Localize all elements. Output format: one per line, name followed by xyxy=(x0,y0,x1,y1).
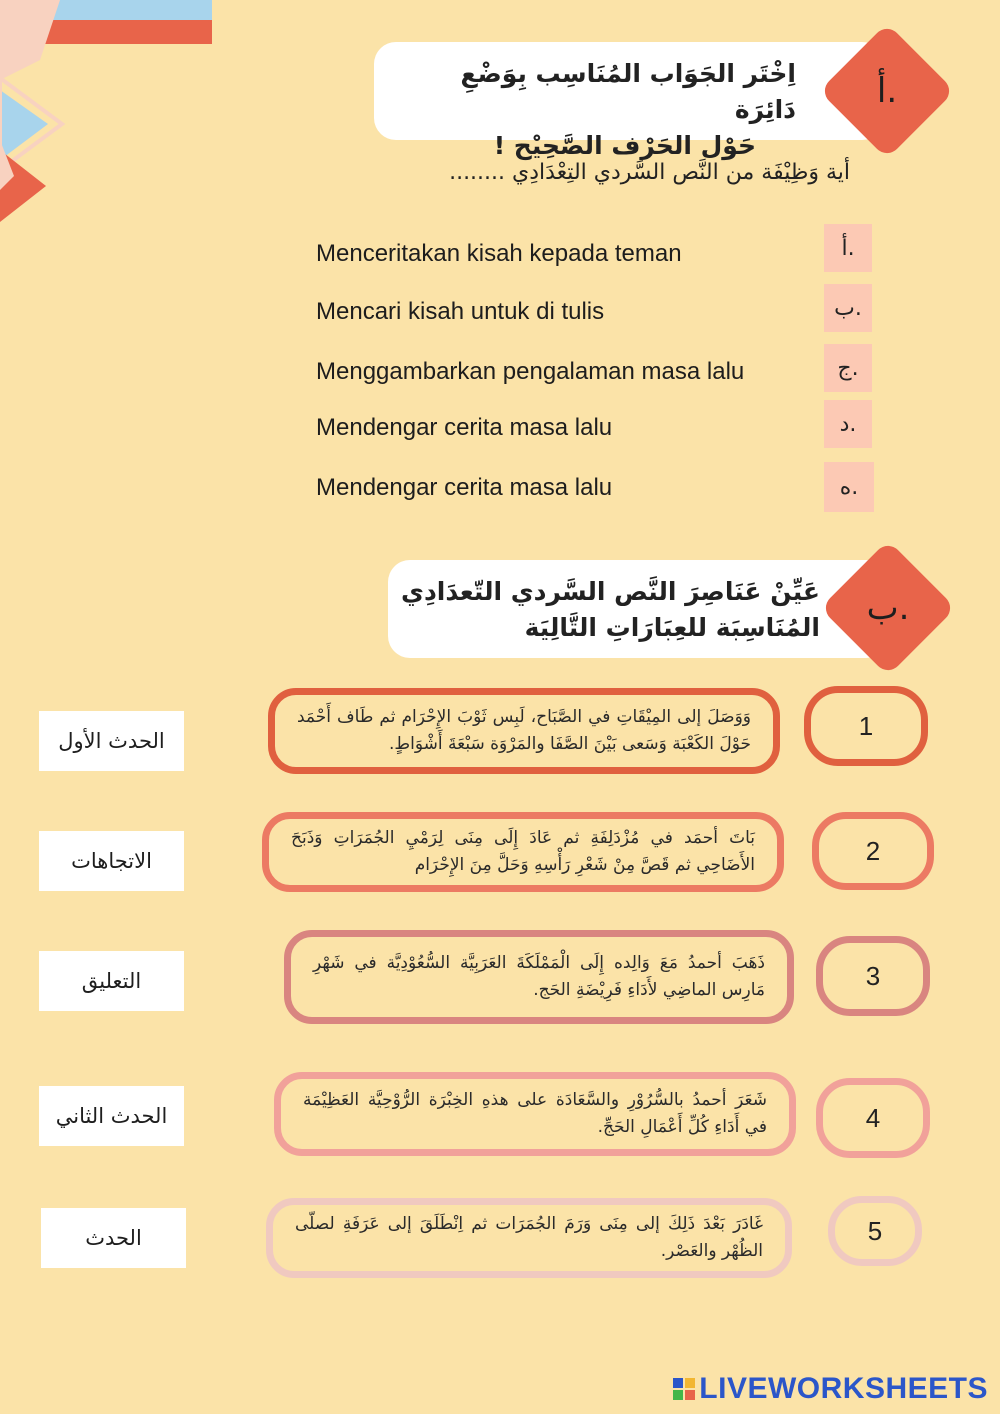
option-d-text[interactable]: Mendengar cerita masa lalu xyxy=(316,414,613,441)
section-b-title-line2: المُنَاسِبَة للعِبَارَاتِ التَّالِيَة xyxy=(524,613,820,642)
statement-2: بَاتَ أحمَد في مُزْدَلِفَةِ ثم عَادَ إِلَى مِنَى لِرَمْيِ الجُمَرَاتِ وَذَبَحَ الأَضَاحِي ثم قَصَّ مِنْ شَعْرِ رَأْسِهِ وَحَلَّ مِنَ الإِحْرَام xyxy=(291,828,755,875)
number-ring-5[interactable]: 5 xyxy=(828,1196,922,1266)
liveworksheets-logo xyxy=(673,1372,988,1406)
option-b-text[interactable]: Mencari kisah untuk di tulis xyxy=(316,298,605,325)
section-a-badge: أ. xyxy=(876,71,898,111)
number-ring-4[interactable]: 4 xyxy=(816,1078,930,1158)
section-a-question: أية وَظِيْفَة من النَّص السَّردي التِعْدَادِي ........ xyxy=(449,160,850,185)
option-a-letter[interactable]: أ. xyxy=(824,224,872,272)
statement-3: ذَهَبَ أحمدُ مَعَ وَالِده إِلَى الْمَمْلَكَةَ العَرَبِيَّة السُّعُوْدِيَّة في شَهْرِ مَارِس الماضِي لأَدَاءِ فَرِيْضَةِ الحَج. xyxy=(313,953,765,1000)
option-d-letter[interactable]: د. xyxy=(824,400,872,448)
label-box-4[interactable]: الحدث الثاني xyxy=(39,1086,184,1146)
section-b-title-line1: عَيِّنْ عَنَاصِرَ النَّص السَّردي التّعدَادِي xyxy=(401,577,820,606)
text-ring-3[interactable] xyxy=(284,930,794,1024)
label-box-3[interactable]: التعليق xyxy=(39,951,184,1011)
number-ring-1[interactable]: 1 xyxy=(804,686,928,766)
text-ring-2[interactable] xyxy=(262,812,784,892)
statement-1: وَوَصَلَ إلى المِيْقَاتِ في الصَّبَاح، لَبِس ثَوْبَ الإِحْرَام ثم طَاف أَحْمَد حَوْلَ الكَعْبَة وَسَعى بَيْنَ الصَّفَا والمَرْوَة سَبْعَةَ أَشْوَاطٍ. xyxy=(297,707,751,754)
text-ring-1[interactable] xyxy=(268,688,780,774)
section-a-title-line1: اِخْتَر الجَوَاب المُنَاسِب بِوَضْعِ دَائِرَة xyxy=(460,59,796,124)
statement-5: غَادَرَ بَعْدَ ذَلِكَ إلى مِنَى وَرَمَ الجُمَرَات ثم اِنْطَلَقَ إلى عَرَفَةِ لصلّى الظُهْر والعَصْر. xyxy=(295,1214,763,1261)
option-e-text[interactable]: Mendengar cerita masa lalu xyxy=(316,474,613,501)
option-c-letter[interactable]: ج. xyxy=(824,344,872,392)
section-b-title-box xyxy=(388,560,888,658)
section-b-badge: ب. xyxy=(866,588,910,628)
label-box-1[interactable]: الحدث الأول xyxy=(39,711,184,771)
option-b-letter[interactable]: ب. xyxy=(824,284,872,332)
option-a-text[interactable]: Menceritakan kisah kepada teman xyxy=(316,240,682,267)
section-a-title-box xyxy=(374,42,884,160)
option-c-text[interactable]: Menggambarkan pengalaman masa lalu xyxy=(316,358,745,385)
brand-name: LIVEWORKSHEETS xyxy=(699,1372,988,1405)
number-ring-3[interactable]: 3 xyxy=(816,936,930,1016)
liveworksheets-logo-icon xyxy=(673,1378,695,1400)
text-ring-5[interactable] xyxy=(266,1198,792,1278)
label-box-2[interactable]: الاتجاهات xyxy=(39,831,184,891)
number-ring-2[interactable]: 2 xyxy=(812,812,934,890)
option-e-letter[interactable]: ه. xyxy=(824,462,874,512)
text-ring-4[interactable] xyxy=(274,1072,796,1156)
statement-4: شَعَرَ أحمدُ بالسُّرُوْرِ والسَّعَادَة على هذهِ الخِبْرَة الرُّوْحِيَّة العَظِيْمَة في أَدَاءِ كُلِّ أَعْمَالِ الحَجِّ. xyxy=(303,1090,767,1137)
label-box-5[interactable]: الحدث xyxy=(41,1208,186,1268)
section-a-title-line2: حَوْل الحَرْف الصَّحِيْح ! xyxy=(493,131,756,160)
corner-decoration xyxy=(0,0,220,230)
